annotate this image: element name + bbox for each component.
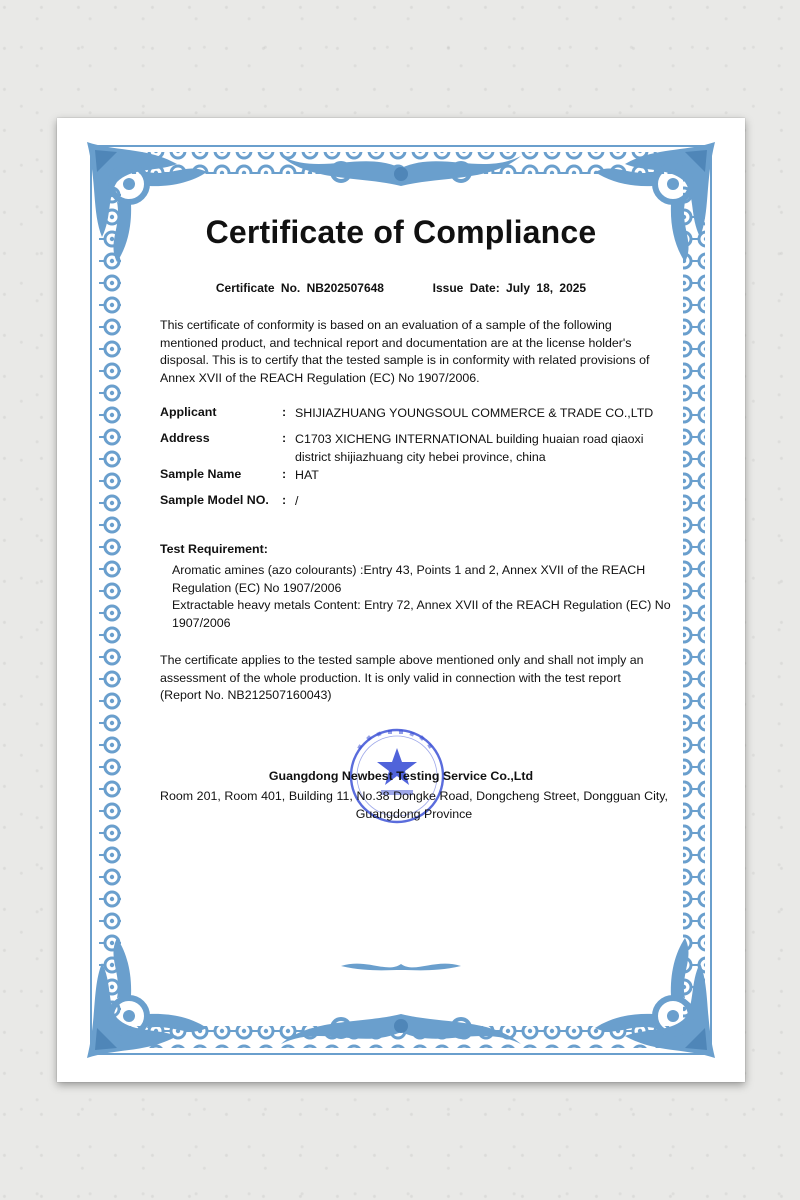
- closing-paragraph: The certificate applies to the tested sample above mentioned only and shall not imply an assessment of the whole production. It is only valid in connection with the test report (Report No. NB212507160043): [160, 653, 644, 703]
- intro-paragraph: This certificate of conformity is based on an evaluation of a sample of the following mentioned product, and technical report and documentation are at the license holder's disposal. This is to certify that the tested sample is in conformity with related provisions of Annex XVII of the REACH Regulation (EC) No 1907/2006.: [160, 318, 650, 385]
- certificate-no-label: Certificate No.: [215, 281, 301, 295]
- test-requirement-item: Extractable heavy metals Content: Entry 72, Annex XVII of the REACH Regulation (EC) No 1907/2006: [172, 598, 671, 630]
- test-requirement-item: Aromatic amines (azo colourants) :Entry 43, Points 1 and 2, Annex XVII of the REACH Regulation (EC) No 1907/2006: [172, 563, 646, 595]
- certificate-no: NB202507648: [306, 281, 384, 295]
- issue-date-label: Issue Date:: [432, 281, 500, 295]
- field-label: Applicant: [160, 405, 217, 419]
- field-value: C1703 XICHENG INTERNATIONAL building huaian road qiaoxi district shijiazhuang city hebei province, china: [295, 432, 644, 464]
- field-value: /: [295, 494, 299, 508]
- certificate-paper: [57, 118, 745, 1082]
- test-requirement-list: [172, 562, 672, 632]
- field-colon: :: [282, 431, 287, 445]
- field-label: Sample Name: [160, 467, 242, 481]
- certificate-title: Certificate of Compliance: [205, 214, 597, 250]
- issuer-address: Room 201, Room 401, Building 11, No.38 Dongke Road, Dongcheng Street, Dongguan City, Guangdong Province: [160, 789, 668, 821]
- field-colon: :: [282, 467, 287, 481]
- field-colon: :: [282, 493, 287, 507]
- field-colon: :: [282, 405, 287, 419]
- test-requirement-title: Test Requirement:: [160, 542, 268, 556]
- field-value: HAT: [295, 468, 319, 482]
- issuer-name: Guangdong Newbest Testing Service Co.,Ltd: [268, 769, 534, 783]
- issue-date: July 18, 2025: [506, 281, 587, 295]
- field-label: Address: [160, 431, 210, 445]
- field-value: SHIJIAZHUANG YOUNGSOUL COMMERCE & TRADE CO.,LTD: [295, 406, 654, 420]
- field-label: Sample Model NO.: [160, 493, 269, 507]
- certificate-meta: [57, 281, 745, 295]
